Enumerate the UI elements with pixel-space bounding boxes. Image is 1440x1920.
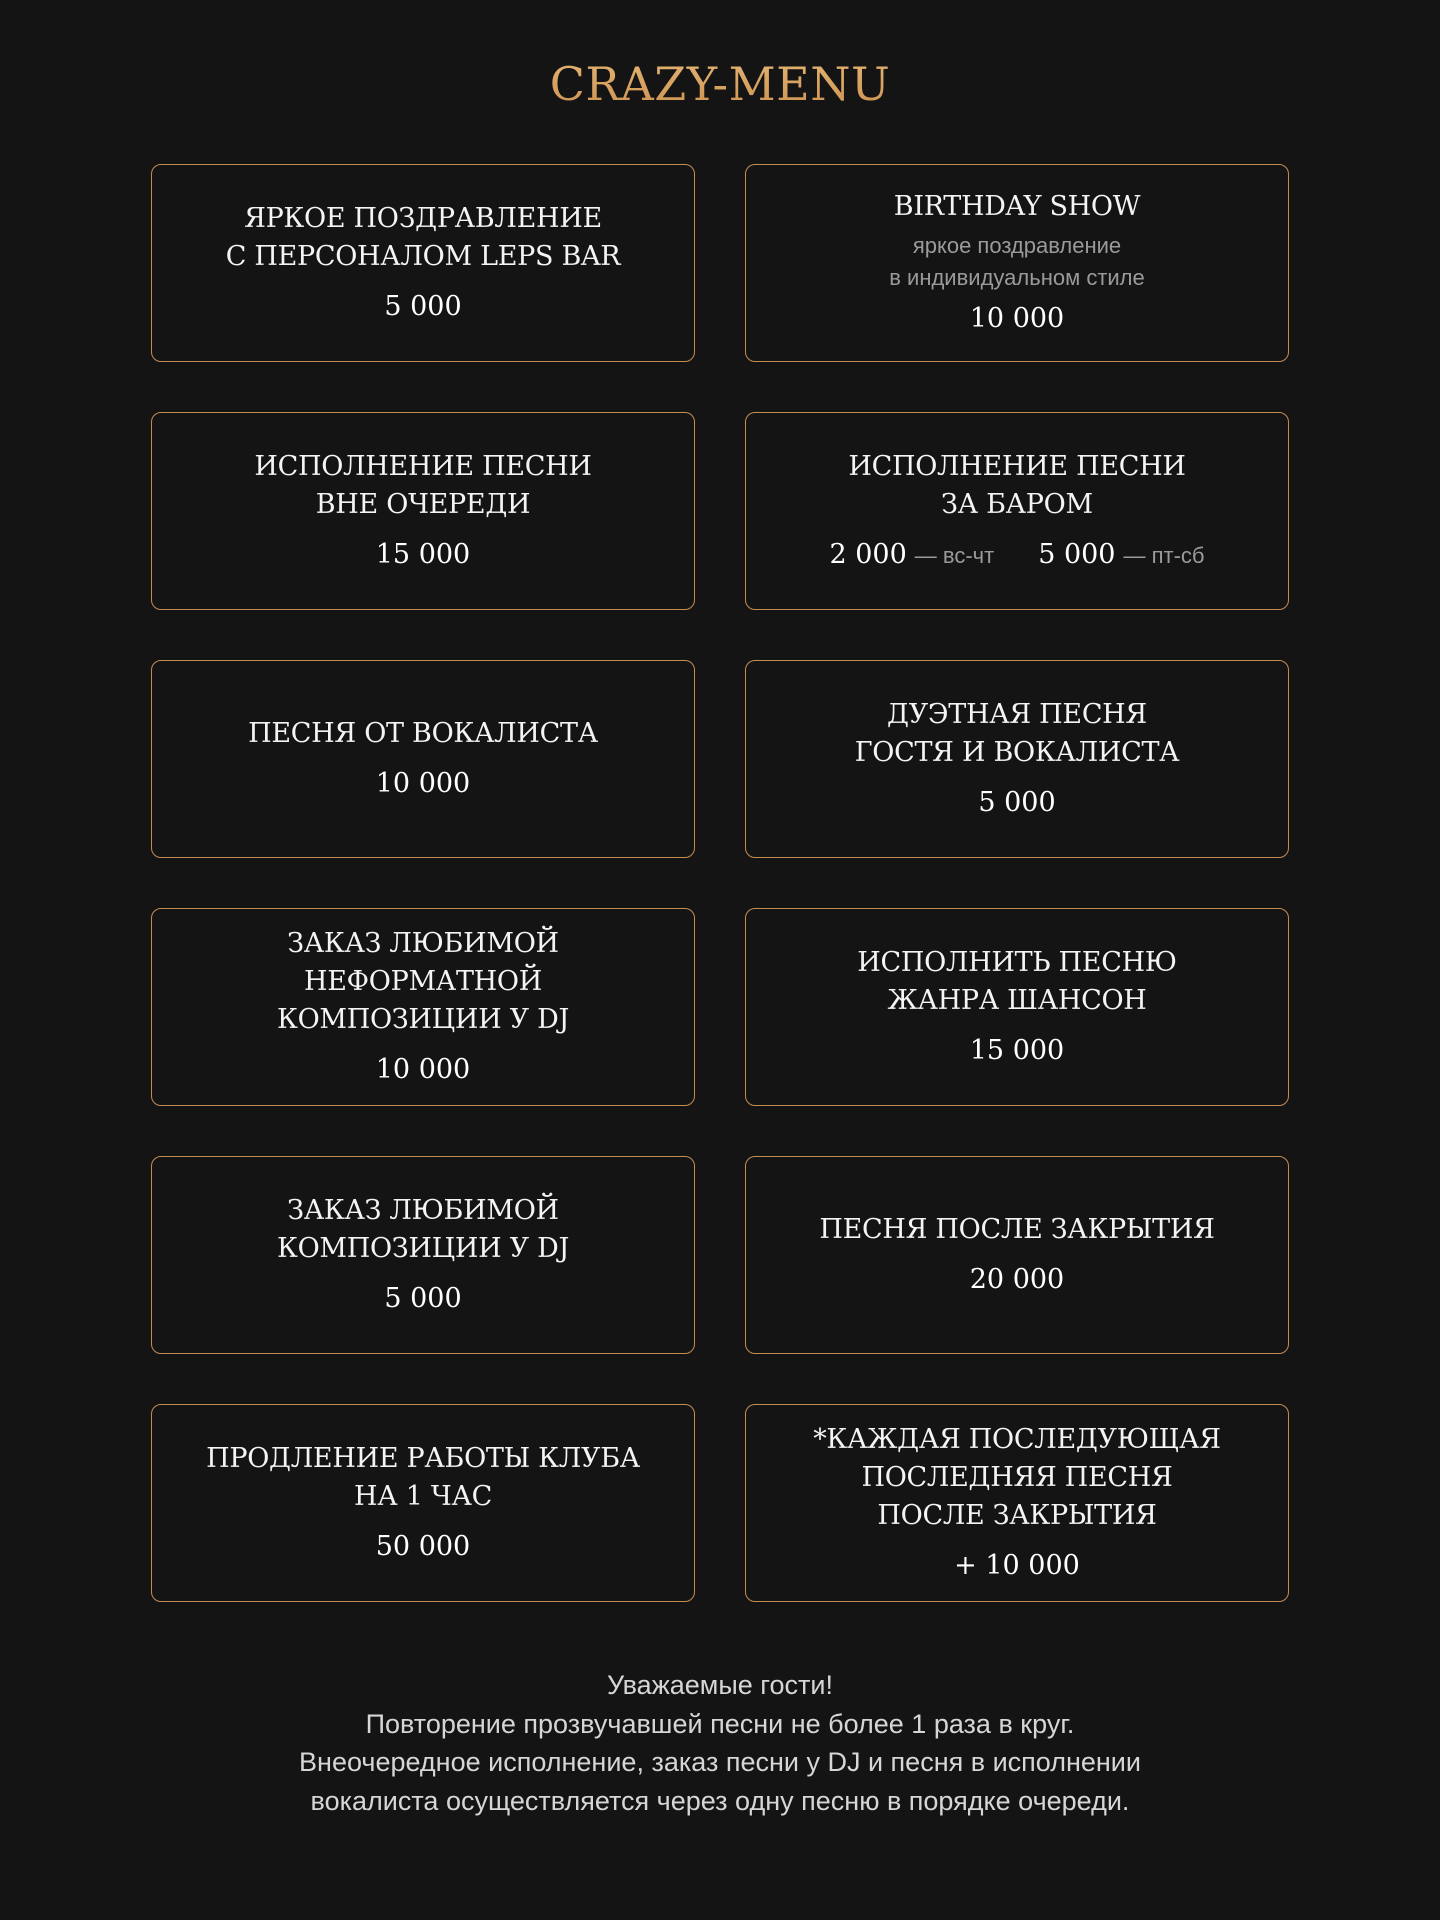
menu-card xyxy=(151,660,695,858)
footer-line: Повторение прозвучавшей песни не более 1 раза в круг. xyxy=(365,1708,1075,1739)
card-title: ИСПОЛНЕНИЕ ПЕСНИ ВНЕ ОЧЕРЕДИ xyxy=(254,451,592,520)
card-title: ИСПОЛНИТЬ ПЕСНЮ ЖАНРА ШАНСОН xyxy=(857,947,1177,1016)
menu-card xyxy=(745,1404,1289,1602)
menu-card xyxy=(745,908,1289,1106)
card-price: 2 000 xyxy=(829,539,907,570)
menu-card xyxy=(151,412,695,610)
card-price: 15 000 xyxy=(969,1035,1065,1066)
menu-card xyxy=(745,660,1289,858)
card-title: ЯРКОЕ ПОЗДРАВЛЕНИЕ С ПЕРСОНАЛОМ LEPS BAR xyxy=(225,203,621,272)
footer-notice xyxy=(0,1666,1440,1820)
menu-card xyxy=(151,908,695,1106)
card-price: 5 000 xyxy=(1038,539,1116,570)
card-price: 15 000 xyxy=(375,539,471,570)
footer-line: вокалиста осуществляется через одну песню в порядке очереди. xyxy=(310,1785,1130,1816)
card-title: ПЕСНЯ ОТ ВОКАЛИСТА xyxy=(248,718,598,749)
card-price: 5 000 xyxy=(384,291,462,322)
card-price: 10 000 xyxy=(375,1054,471,1085)
card-title: ПЕСНЯ ПОСЛЕ ЗАКРЫТИЯ xyxy=(819,1214,1215,1245)
card-price: 50 000 xyxy=(375,1531,471,1562)
card-price: 20 000 xyxy=(969,1264,1065,1295)
card-title: ДУЭТНАЯ ПЕСНЯ ГОСТЯ И ВОКАЛИСТА xyxy=(854,699,1180,768)
footer-line: Внеочередное исполнение, заказ песни у DJ и песня в исполнении xyxy=(299,1747,1141,1777)
menu-card xyxy=(151,164,695,362)
card-subtitle: яркое поздравление в индивидуальном стиле xyxy=(889,233,1145,290)
menu-card xyxy=(151,1404,695,1602)
card-price: 5 000 xyxy=(978,787,1056,818)
menu-grid xyxy=(151,164,1291,1602)
menu-card xyxy=(745,1156,1289,1354)
menu-card xyxy=(151,1156,695,1354)
price-note: — вс-чт xyxy=(914,543,995,568)
card-prices-row xyxy=(829,536,1204,574)
footer-line: Уважаемые гости! xyxy=(607,1670,833,1700)
price-note: — пт-сб xyxy=(1123,543,1205,568)
menu-title: CRAZY-MENU xyxy=(0,52,1440,116)
card-title: BIRTHDAY SHOW xyxy=(893,191,1141,222)
card-price: 10 000 xyxy=(375,768,471,799)
card-title: *КАЖДАЯ ПОСЛЕДУЮЩАЯ ПОСЛЕДНЯЯ ПЕСНЯ ПОСЛЕ ЗАКРЫТИЯ xyxy=(813,1424,1221,1531)
card-price: + 10 000 xyxy=(954,1550,1080,1581)
price-weekend xyxy=(1038,536,1204,574)
card-price: 5 000 xyxy=(384,1283,462,1314)
menu-card xyxy=(745,412,1289,610)
card-price: 10 000 xyxy=(969,303,1065,334)
card-title: ПРОДЛЕНИЕ РАБОТЫ КЛУБА НА 1 ЧАС xyxy=(206,1443,640,1512)
card-title: ЗАКАЗ ЛЮБИМОЙ КОМПОЗИЦИИ У DJ xyxy=(276,1195,569,1264)
card-title: ЗАКАЗ ЛЮБИМОЙ НЕФОРМАТНОЙ КОМПОЗИЦИИ У DJ xyxy=(276,928,569,1035)
price-weekday xyxy=(829,536,994,574)
card-title: ИСПОЛНЕНИЕ ПЕСНИ ЗА БАРОМ xyxy=(848,451,1186,520)
menu-card xyxy=(745,164,1289,362)
